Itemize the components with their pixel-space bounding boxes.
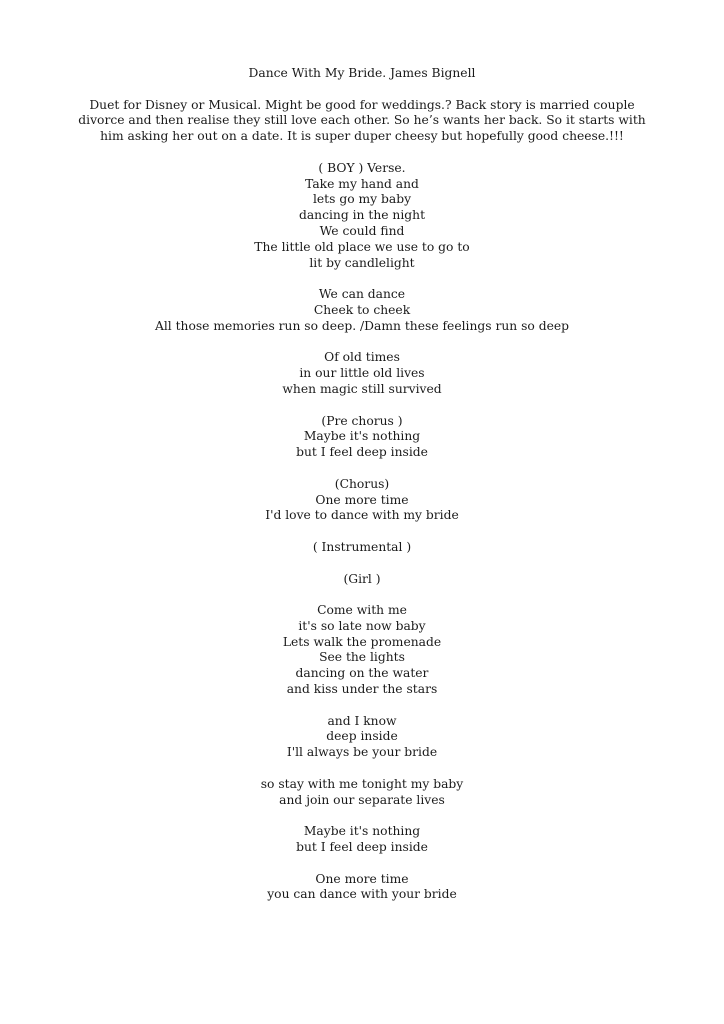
- lyric-line: Come with me: [317, 603, 407, 618]
- lyric-line: and kiss under the stars: [286, 682, 438, 697]
- lyric-line: We could find: [319, 223, 405, 238]
- lyric-line: One more time: [315, 871, 409, 886]
- intro-line: Duet for Disney or Musical. Might be good for weddings.? Back story is married couple: [89, 97, 635, 112]
- lyric-line: Maybe it's nothing: [303, 824, 421, 839]
- lyric-line: Take my hand and: [305, 176, 419, 191]
- lyric-line: Lets walk the promenade: [282, 634, 442, 649]
- lyric-line: ( Instrumental ): [312, 539, 412, 554]
- lyric-line: and join our separate lives: [279, 792, 445, 807]
- intro-paragraph: [0, 98, 724, 145]
- lyrics-stanza: [0, 714, 724, 761]
- lyric-line: (Girl ): [343, 571, 381, 586]
- lyric-line: deep inside: [326, 729, 398, 744]
- lyric-line: lit by candlelight: [309, 255, 415, 270]
- intro-line: divorce and then realise they still love each other. So he’s wants her back. So it starts with: [78, 113, 646, 128]
- lyric-line: (Pre chorus ): [321, 413, 403, 428]
- lyric-line: I'll always be your bride: [286, 745, 438, 760]
- lyric-line: Cheek to cheek: [313, 302, 411, 317]
- lyric-line: but I feel deep inside: [296, 445, 428, 460]
- lyrics-stanza: [0, 161, 724, 272]
- lyric-line: you can dance with your bride: [267, 887, 457, 902]
- lyrics-stanza: [0, 777, 724, 809]
- lyrics-body: [0, 161, 724, 903]
- lyrics-stanza: [0, 872, 724, 904]
- lyric-line: (Chorus): [334, 476, 390, 491]
- lyric-line: We can dance: [318, 287, 406, 302]
- lyric-line: The little old place we use to go to: [254, 239, 470, 254]
- lyrics-page: [0, 66, 724, 919]
- lyrics-stanza: [0, 414, 724, 461]
- lyrics-stanza: [0, 572, 724, 588]
- lyric-line: See the lights: [319, 650, 405, 665]
- lyric-line: in our little old lives: [299, 366, 425, 381]
- lyric-line: and I know: [327, 713, 397, 728]
- lyrics-stanza: [0, 824, 724, 856]
- lyric-line: Of old times: [324, 350, 400, 365]
- lyric-line: One more time: [315, 492, 409, 507]
- document-title: [0, 66, 724, 82]
- lyric-line: I'd love to dance with my bride: [265, 508, 459, 523]
- lyrics-stanza: [0, 477, 724, 524]
- intro-line: him asking her out on a date. It is super duper cheesy but hopefully good cheese.!!!: [100, 129, 624, 144]
- title-line: Dance With My Bride. James Bignell: [248, 66, 476, 80]
- lyrics-stanza: [0, 350, 724, 397]
- lyric-line: All those memories run so deep. /Damn these feelings run so deep: [154, 318, 570, 333]
- lyric-line: so stay with me tonight my baby: [260, 776, 464, 791]
- lyric-line: when magic still survived: [282, 381, 442, 396]
- lyric-line: it's so late now baby: [298, 618, 426, 633]
- lyric-line: dancing in the night: [298, 208, 426, 223]
- lyrics-stanza: [0, 287, 724, 334]
- lyric-line: lets go my baby: [312, 192, 412, 207]
- lyric-line: but I feel deep inside: [296, 840, 428, 855]
- lyrics-stanza: [0, 540, 724, 556]
- lyric-line: dancing on the water: [295, 666, 429, 681]
- lyric-line: ( BOY ) Verse.: [318, 160, 406, 175]
- lyric-line: Maybe it's nothing: [303, 429, 421, 444]
- lyrics-stanza: [0, 603, 724, 698]
